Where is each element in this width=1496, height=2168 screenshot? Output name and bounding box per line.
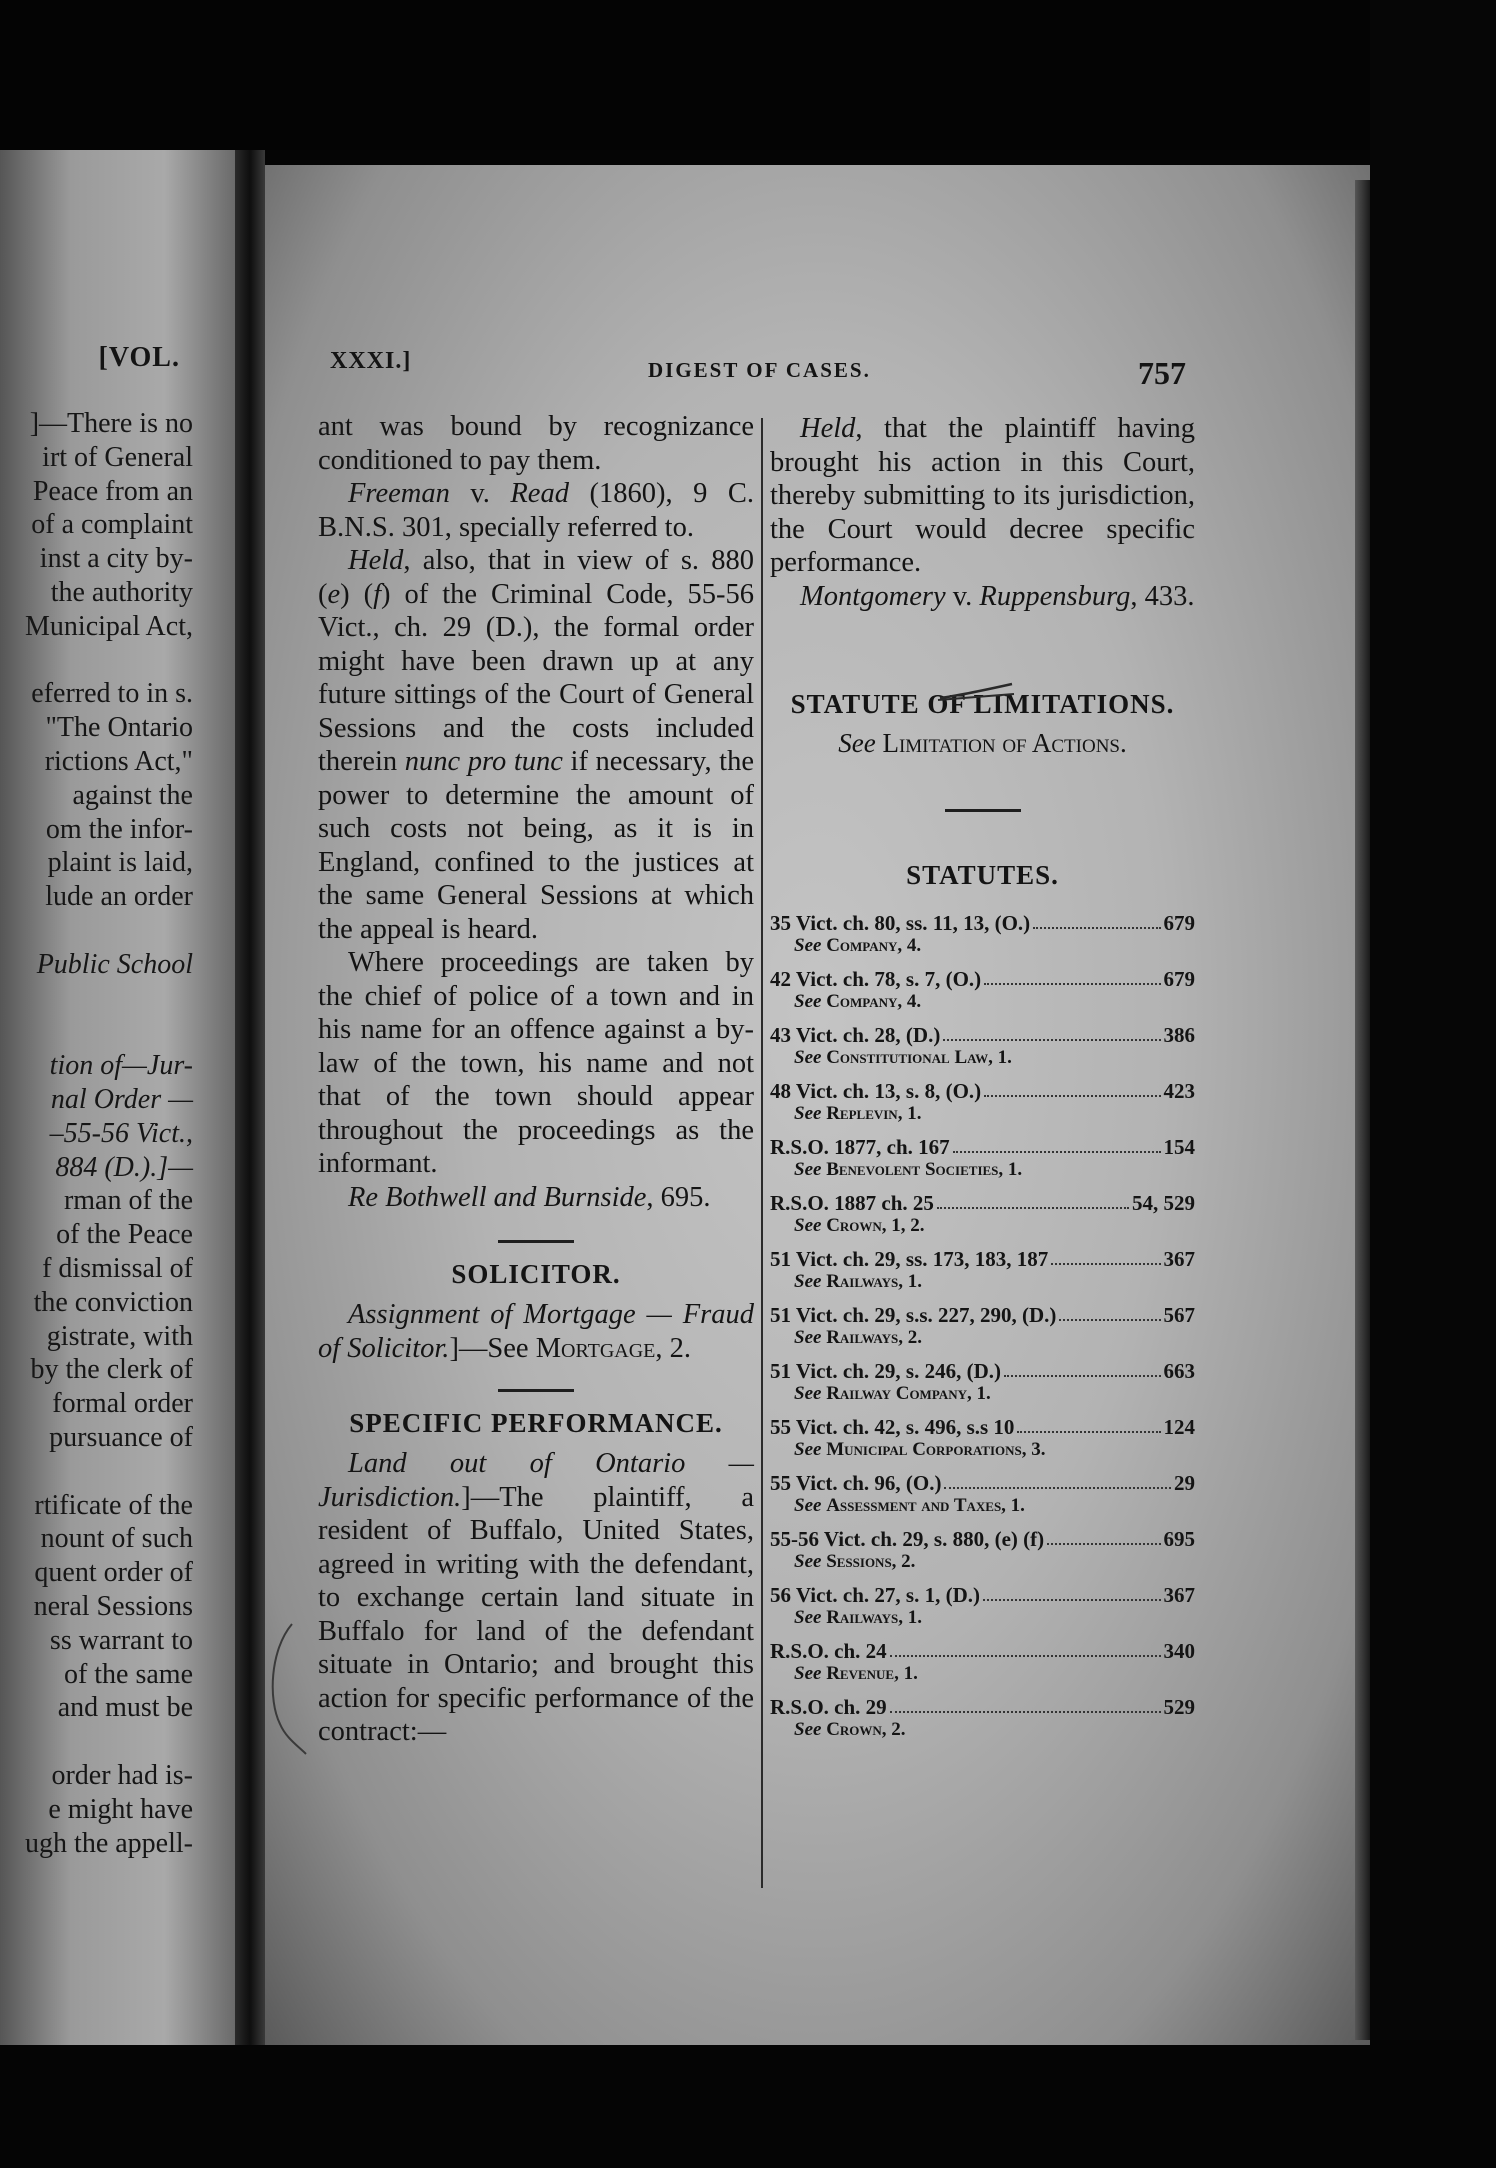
statute-entry: [770, 1079, 1195, 1125]
held-word: Held: [800, 413, 856, 444]
text-run: ]—The plaintiff, a resident of Buffalo, United States, agreed in writing with the defendant, to exchange certain land situate in Buffalo for land of the defendant situate in Ontario; and brought this action for specific performance of the contract:—: [318, 1481, 754, 1747]
statute-citation: R.S.O. ch. 29: [770, 1695, 887, 1719]
statute-page: 54, 529: [1132, 1191, 1195, 1215]
left-page-line: irt of General: [42, 441, 193, 473]
dark-frame-bottom: [0, 2040, 1496, 2168]
leader-dots: [953, 1135, 1161, 1153]
statute-citation-line: [770, 1583, 1195, 1607]
statute-citation: R.S.O. 1877, ch. 167: [770, 1135, 950, 1159]
statute-page: 529: [1163, 1695, 1195, 1719]
text-run: ) (: [340, 578, 374, 610]
paragraph-held: [770, 412, 1195, 580]
statute-page: 423: [1163, 1079, 1195, 1103]
case-versus: v.: [449, 478, 511, 509]
statute-citation: 55 Vict. ch. 96, (O.): [770, 1471, 942, 1495]
cross-reference: Replevin, 1.: [826, 1103, 922, 1124]
statute-see-reference: [770, 991, 1195, 1013]
statute-see-reference: [770, 1607, 1195, 1629]
statute-entry: [770, 967, 1195, 1013]
statute-citation: R.S.O. ch. 24: [770, 1639, 887, 1663]
spacer: [770, 613, 1195, 689]
statute-page: 154: [1163, 1135, 1195, 1159]
cross-reference: Company, 4.: [826, 991, 922, 1012]
statute-see-reference: [770, 1047, 1195, 1069]
text-run: e: [327, 578, 341, 610]
statute-see-reference: [770, 1383, 1195, 1405]
statute-page: 340: [1163, 1639, 1195, 1663]
see-word: See: [794, 1103, 827, 1124]
header-title: DIGEST OF CASES.: [648, 358, 871, 382]
see-word: See: [794, 1551, 827, 1572]
statute-page: 124: [1163, 1415, 1195, 1439]
left-page-line: by the clerk of: [30, 1354, 193, 1386]
left-page-line: 884 (D.).]—: [55, 1151, 193, 1183]
paragraph-solicitor: [318, 1298, 754, 1365]
heading-statute-of-limitations: STATUTE OF LIMITATIONS.: [790, 689, 1175, 719]
case-name: Read: [510, 478, 569, 509]
cross-reference: Assessment and Taxes, 1.: [826, 1495, 1025, 1516]
left-page-line: nal Order —: [50, 1084, 193, 1115]
see-limitation: [770, 728, 1195, 759]
header-page-number: 757: [1138, 355, 1186, 391]
dark-frame-right: [1370, 0, 1496, 2168]
heading-solicitor: SOLICITOR.: [451, 1259, 621, 1289]
statute-citation: 55-56 Vict. ch. 29, s. 880, (e) (f): [770, 1527, 1045, 1551]
left-page-line: neral Sessions: [33, 1591, 193, 1622]
paragraph-montgomery: [770, 580, 1195, 614]
header-volume: XXXI.]: [330, 348, 412, 374]
reference-number: , 2.: [655, 1332, 692, 1364]
statute-citation: 55 Vict. ch. 42, s. 496, s.s 10: [770, 1415, 1015, 1439]
paragraph-proceedings: Where proceedings are taken by the chief of police of a town and in his name for an offence against a by-law of the town, his name and not that of the town should appear throughout the proceedings as the informant.: [318, 947, 754, 1179]
left-page-line: –55-56 Vict.,: [49, 1117, 193, 1149]
left-page-line: rictions Act,": [44, 746, 193, 777]
leader-dots: [1051, 1247, 1160, 1265]
left-page-line: eferred to in s.: [31, 678, 193, 710]
statute-see-reference: [770, 1439, 1195, 1461]
see-word: See: [794, 1439, 827, 1460]
statute-page: 386: [1163, 1023, 1195, 1047]
see-word: See: [794, 1159, 827, 1180]
statute-citation-line: [770, 1247, 1195, 1271]
leader-dots: [890, 1639, 1161, 1657]
see-word: See: [794, 1215, 827, 1236]
statute-citation: 43 Vict. ch. 28, (D.): [770, 1023, 941, 1047]
statute-see-reference: [770, 1495, 1195, 1517]
left-page-line: om the infor-: [45, 813, 193, 845]
statute-citation-line: [770, 911, 1195, 935]
left-page-line: ugh the appell-: [25, 1827, 193, 1859]
dark-frame-top: [0, 0, 1496, 150]
middle-column: [318, 410, 754, 1749]
left-page-line: of the same: [63, 1658, 193, 1690]
latin-phrase: nunc pro tunc: [404, 746, 563, 777]
heading-statutes: STATUTES.: [906, 860, 1059, 890]
held-word: Held: [348, 545, 404, 576]
statute-see-reference: [770, 935, 1195, 957]
statute-citation-line: [770, 1415, 1195, 1439]
text-run: f: [373, 578, 382, 610]
statute-citation-line: [770, 1471, 1195, 1495]
statute-citation-line: [770, 1079, 1195, 1103]
section-divider: [945, 809, 1021, 812]
statute-citation: 48 Vict. ch. 13, s. 8, (O.): [770, 1079, 982, 1103]
statute-page: 567: [1163, 1303, 1195, 1327]
statute-citation-line: [770, 1695, 1195, 1719]
statute-page: 29: [1174, 1471, 1195, 1495]
left-page-line: against the: [72, 779, 193, 811]
case-name: Re Bothwell and Burnside: [348, 1181, 647, 1213]
statute-citation: 35 Vict. ch. 80, ss. 11, 13, (O.): [770, 911, 1031, 935]
section-divider: [498, 1389, 574, 1392]
left-page-line: lude an order: [45, 881, 193, 913]
see-word: ]—See: [449, 1332, 536, 1364]
statute-entry: [770, 1359, 1195, 1405]
left-page-line: order had is-: [51, 1760, 193, 1791]
see-word: See: [794, 1663, 827, 1684]
cross-reference: Railways, 1.: [826, 1607, 922, 1628]
left-page-line: Peace from an: [32, 475, 193, 507]
statute-see-reference: [770, 1663, 1195, 1685]
left-page-line: [0, 1015, 193, 1049]
leader-dots: [1017, 1415, 1160, 1433]
case-name: Freeman: [348, 478, 450, 509]
left-page-line: of the Peace: [56, 1219, 193, 1251]
leader-dots: [984, 967, 1160, 985]
statute-citation-line: [770, 1527, 1195, 1551]
see-word: See: [794, 1495, 827, 1516]
cross-reference: Mortgage: [535, 1332, 656, 1364]
statute-entry: [770, 1415, 1195, 1461]
see-word: See: [838, 728, 883, 758]
cross-reference: Municipal Corporations, 3.: [826, 1439, 1046, 1460]
left-page-line: rman of the: [63, 1185, 193, 1217]
column-rule: [761, 418, 763, 1888]
statute-citation: 56 Vict. ch. 27, s. 1, (D.): [770, 1583, 980, 1607]
text-run: ) of the Criminal Code, 55-56 Vict., ch. 29 (D.), the formal order might have been drawn up at any future sittings of the Court of General Sessions and the costs included therein: [318, 578, 754, 777]
left-page-line: gistrate, with: [46, 1320, 193, 1352]
text-run: if necessary, the power to determine the amount of such costs not being, as it is in England, confined to the justices at the same General Sessions at which the appeal is heard.: [318, 746, 754, 945]
left-page-line: formal order: [52, 1388, 193, 1420]
cross-reference: Railways, 1.: [826, 1271, 922, 1292]
see-word: See: [794, 935, 827, 956]
statute-citation-line: [770, 967, 1195, 991]
statute-entry: [770, 1135, 1195, 1181]
statute-entry: [770, 1191, 1195, 1237]
statute-citation: R.S.O. 1887 ch. 25: [770, 1191, 934, 1215]
cross-reference: Limitation of Actions.: [882, 728, 1127, 758]
statute-page: 663: [1163, 1359, 1195, 1383]
see-word: See: [794, 1607, 827, 1628]
paragraph-continuation: ant was bound by recognizance conditioned to pay them.: [318, 411, 754, 476]
text-run: , also, that in view of s. 880 (: [318, 545, 754, 610]
paragraph-specific-performance: [318, 1447, 754, 1749]
left-page-line: the conviction: [33, 1286, 193, 1318]
statute-entry: [770, 1583, 1195, 1629]
pencil-bracket-mark: [262, 1620, 312, 1760]
cross-reference: Company, 4.: [826, 935, 922, 956]
case-citation: (1860), 9 C. B.N.S. 301, specially referred to.: [318, 478, 754, 543]
left-page-line: [0, 1455, 193, 1489]
leader-dots: [937, 1191, 1129, 1209]
left-page-line: Public School: [36, 948, 193, 980]
left-page-line: [0, 644, 193, 678]
cross-reference: Benevolent Societies, 1.: [826, 1159, 1023, 1180]
leader-dots: [944, 1471, 1171, 1489]
left-page-line: e might have: [48, 1793, 193, 1825]
leader-dots: [890, 1695, 1161, 1713]
left-page-line: [0, 1725, 193, 1759]
see-word: See: [794, 1327, 827, 1348]
left-page-line: Municipal Act,: [25, 610, 193, 642]
cross-reference: Crown, 2.: [826, 1719, 906, 1740]
statute-see-reference: [770, 1551, 1195, 1573]
statute-see-reference: [770, 1719, 1195, 1741]
statute-see-reference: [770, 1271, 1195, 1293]
right-column: [770, 412, 1195, 1751]
statute-citation: 51 Vict. ch. 29, ss. 173, 183, 187: [770, 1247, 1049, 1271]
statute-see-reference: [770, 1215, 1195, 1237]
statute-citation: 51 Vict. ch. 29, s. 246, (D.): [770, 1359, 1001, 1383]
statute-see-reference: [770, 1103, 1195, 1125]
statute-page: 695: [1163, 1527, 1195, 1551]
left-page-line: rtificate of the: [34, 1489, 193, 1521]
left-page-line: "The Ontario: [45, 712, 193, 744]
case-versus: v.: [945, 580, 980, 612]
statute-entry: [770, 1695, 1195, 1741]
leader-dots: [1033, 911, 1160, 929]
statute-citation-line: [770, 1639, 1195, 1663]
left-page-line: [0, 914, 193, 948]
statute-citation-line: [770, 1303, 1195, 1327]
case-name: Montgomery: [800, 580, 946, 612]
case-page: , 433.: [1130, 580, 1195, 612]
left-page-line: the authority: [50, 577, 193, 608]
cross-reference: Railway Company, 1.: [826, 1383, 991, 1404]
left-page-line: quent order of: [34, 1557, 193, 1589]
section-divider: [498, 1240, 574, 1243]
pencil-scribble: [936, 680, 1016, 704]
book-gutter: [235, 150, 265, 2045]
left-page-line: plaint is laid,: [47, 847, 193, 879]
paragraph-re-bothwell: [318, 1181, 754, 1215]
statute-entry: [770, 1471, 1195, 1517]
statute-entry: [770, 1527, 1195, 1573]
topic-italic: Land out of Ontario — Jurisdiction.: [318, 1448, 754, 1513]
left-page-line: [0, 982, 193, 1016]
left-page-line: pursuance of: [49, 1422, 193, 1453]
leader-dots: [1047, 1527, 1160, 1545]
page-edge: [1355, 180, 1370, 2040]
leader-dots: [1059, 1303, 1160, 1321]
statute-citation-line: [770, 1023, 1195, 1047]
leader-dots: [983, 1583, 1161, 1601]
statute-entry: [770, 1303, 1195, 1349]
left-page-line: ]—There is no: [29, 408, 193, 439]
leader-dots: [943, 1023, 1160, 1041]
statute-citation: 51 Vict. ch. 29, s.s. 227, 290, (D.): [770, 1303, 1057, 1327]
paragraph-freeman-case: [318, 477, 754, 544]
left-page-line: tion of—Jur-: [49, 1050, 193, 1082]
see-word: See: [794, 1719, 827, 1740]
leader-dots: [984, 1079, 1160, 1097]
statute-see-reference: [770, 1159, 1195, 1181]
cross-reference: Crown, 1, 2.: [826, 1215, 925, 1236]
statute-entry: [770, 911, 1195, 957]
case-name: Ruppensburg: [979, 580, 1131, 612]
statute-entry: [770, 1639, 1195, 1685]
cross-reference: Sessions, 2.: [826, 1551, 916, 1572]
topic-italic: Assignment of Mortgage — Fraud of Solicitor.: [318, 1299, 754, 1364]
paragraph-held-also: [318, 544, 754, 946]
left-page-volume-label: [VOL.: [98, 342, 180, 373]
cross-reference: Railways, 2.: [826, 1327, 922, 1348]
statute-citation-line: [770, 1191, 1195, 1215]
statute-entry: [770, 1023, 1195, 1069]
statutes-list: [770, 911, 1195, 1741]
statute-see-reference: [770, 1327, 1195, 1349]
cross-reference: Revenue, 1.: [826, 1663, 918, 1684]
see-word: See: [794, 1383, 827, 1404]
left-page-line: ss warrant to: [49, 1624, 193, 1656]
statute-entry: [770, 1247, 1195, 1293]
previous-page-strip: [0, 150, 235, 2045]
see-word: See: [794, 1271, 827, 1292]
left-page-line: of a complaint: [31, 509, 193, 541]
heading-specific-performance: SPECIFIC PERFORMANCE.: [349, 1408, 723, 1438]
left-page-line: and must be: [57, 1692, 193, 1724]
statute-citation: 42 Vict. ch. 78, s. 7, (O.): [770, 967, 982, 991]
statute-page: 679: [1163, 911, 1195, 935]
cross-reference: Constitutional Law, 1.: [826, 1047, 1012, 1068]
statute-citation-line: [770, 1135, 1195, 1159]
see-word: See: [794, 1047, 827, 1068]
left-page-line: inst a city by-: [39, 543, 193, 575]
statute-page: 679: [1163, 967, 1195, 991]
left-page-line: nount of such: [40, 1523, 193, 1555]
see-word: See: [794, 991, 827, 1012]
text-run: , that the plaintiff having brought his action in this Court, thereby submitting to its jurisdiction, the Court would decree specific performance.: [770, 413, 1195, 578]
statute-page: 367: [1163, 1583, 1195, 1607]
left-page-line: f dismissal of: [42, 1253, 193, 1284]
leader-dots: [1004, 1359, 1161, 1377]
statute-citation-line: [770, 1359, 1195, 1383]
statute-page: 367: [1163, 1247, 1195, 1271]
case-page: , 695.: [646, 1181, 711, 1213]
